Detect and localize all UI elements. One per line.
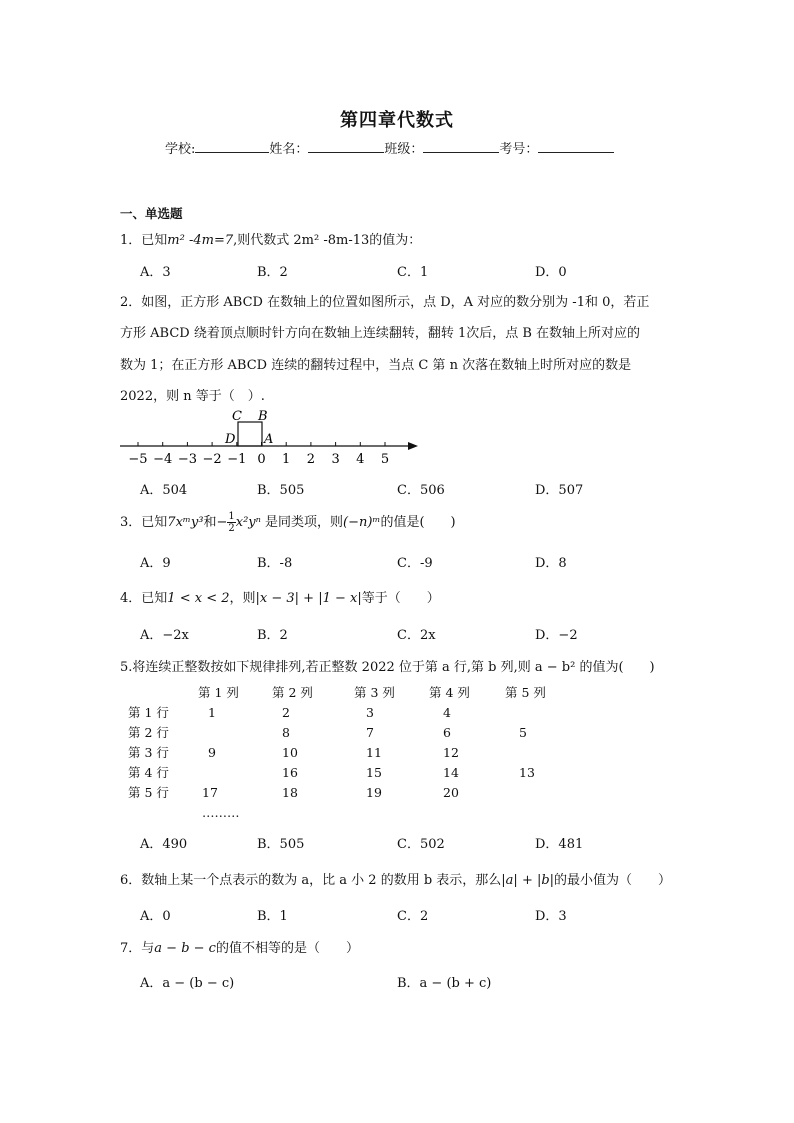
q1-option-a[interactable]: A．3 xyxy=(140,265,171,280)
q6-option-c[interactable]: C．2 xyxy=(397,909,429,924)
question-text: 已知 xyxy=(141,515,168,530)
table-row xyxy=(128,762,565,782)
question-6 xyxy=(120,869,671,888)
question-2-line-3: 数为 1；在正方形 ABCD 连续的翻转过程中，当点 C 第 n 次落在数轴上时所对应的数是 xyxy=(120,358,632,373)
question-text: 已知 xyxy=(141,591,168,606)
q3-option-d[interactable]: D．8 xyxy=(535,556,567,571)
name-label: 姓名： xyxy=(269,142,309,157)
math-term: x²yⁿ xyxy=(235,515,261,530)
table-row xyxy=(128,782,565,802)
row-label: 第 4 行 xyxy=(128,765,169,780)
table-cell: 11 xyxy=(366,744,382,760)
question-text: ,则代数式 2m² -8m-13的值为： xyxy=(233,233,422,248)
table-cell: 14 xyxy=(443,764,459,780)
question-number: 4． xyxy=(120,591,142,606)
column-header: 第 3 列 xyxy=(354,685,395,700)
math-term: 7xᵐy³ xyxy=(167,515,204,530)
table-cell xyxy=(198,722,272,742)
q5-option-b[interactable]: B．505 xyxy=(257,837,305,852)
table-cell xyxy=(505,702,565,722)
row-label: 第 3 行 xyxy=(128,745,169,760)
math-expression: |x − 3| + |1 − x| xyxy=(255,591,362,606)
q5-option-c[interactable]: C．502 xyxy=(397,837,445,852)
math-expression: m² -4m=7 xyxy=(167,233,234,248)
question-2-line-1: 2．如图，正方形 ABCD 在数轴上的位置如图所示，点 D，A 对应的数分别为 -1和 0，若正 xyxy=(120,295,650,310)
fraction-denominator: 2 xyxy=(228,523,235,534)
q2-option-b[interactable]: B．505 xyxy=(257,483,305,498)
table-row xyxy=(128,722,565,742)
question-7 xyxy=(120,937,359,956)
question-2-line-2: 方形 ABCD 绕着顶点顺时针方向在数轴上连续翻转，翻转 1次后，点 B 在数轴上所对应的 xyxy=(120,326,641,341)
table-cell: 15 xyxy=(366,764,382,780)
label-b: B xyxy=(258,409,268,424)
q6-option-b[interactable]: B．1 xyxy=(257,909,288,924)
row-label: 第 2 行 xyxy=(128,725,169,740)
table-cell: 1 xyxy=(208,704,216,720)
label-d: D xyxy=(225,432,236,447)
axis-arrow-icon xyxy=(408,442,418,450)
q7-option-a[interactable]: A．a − (b − c) xyxy=(140,976,235,991)
number-line-tick-label: 1 xyxy=(282,452,291,467)
number-line-tick-label: 5 xyxy=(380,452,390,467)
question-text: 6．数轴上某一个点表示的数为 a，比 a 小 2 的数用 b 表示，那么 xyxy=(120,873,502,888)
number-line-tick-label: 4 xyxy=(356,452,365,467)
label-a: A xyxy=(264,432,274,447)
q3-option-b[interactable]: B．-8 xyxy=(257,556,293,571)
q2-option-c[interactable]: C．506 xyxy=(397,483,445,498)
exam-no-label: 考号： xyxy=(499,142,539,157)
question-text: 的最小值为（ ） xyxy=(554,873,672,888)
exam-no-blank[interactable] xyxy=(538,140,614,153)
table-cell xyxy=(505,782,565,802)
fraction xyxy=(227,511,235,534)
table-cell: 7 xyxy=(366,724,374,740)
table-cell: 5 xyxy=(519,724,527,740)
q1-option-d[interactable]: D．0 xyxy=(535,265,567,280)
number-line-tick-label: −3 xyxy=(177,452,197,467)
q3-option-a[interactable]: A．9 xyxy=(140,556,171,571)
column-header: 第 2 列 xyxy=(272,685,313,700)
name-blank[interactable] xyxy=(308,140,384,153)
table-cell xyxy=(505,742,565,762)
question-3: 3．已知7xᵐy³和− $\frac{1}{2}$ x²yⁿ 是同类项，则(−n)ᵐ的值是( ) xyxy=(120,511,456,534)
q3-option-c[interactable]: C．-9 xyxy=(397,556,433,571)
class-blank[interactable] xyxy=(423,140,499,153)
q2-option-a[interactable]: A．504 xyxy=(140,483,188,498)
question-1 xyxy=(120,229,421,248)
table-cell: 18 xyxy=(282,784,298,800)
class-label: 班级： xyxy=(384,142,424,157)
q6-option-a[interactable]: A．0 xyxy=(140,909,171,924)
question-number: 1． xyxy=(120,233,142,248)
table-cell: 19 xyxy=(366,784,382,800)
q5-option-d[interactable]: D．481 xyxy=(535,837,584,852)
table-cell: 20 xyxy=(443,784,459,800)
school-blank[interactable] xyxy=(195,140,269,153)
table-row xyxy=(128,742,565,762)
question-number: 7． xyxy=(120,941,142,956)
table-cell xyxy=(198,762,272,782)
row-label: 第 5 行 xyxy=(128,785,169,800)
math-expression: a − b − c xyxy=(154,941,216,956)
label-c: C xyxy=(232,409,242,424)
table-cell: 12 xyxy=(443,744,459,760)
question-text: 的值是( ) xyxy=(380,515,456,530)
row-label: 第 1 行 xyxy=(128,705,169,720)
table-cell: 2 xyxy=(282,704,290,720)
q4-option-c[interactable]: C．2x xyxy=(397,628,436,643)
page-title: 第四章代数式 xyxy=(340,110,454,131)
question-text: 等于（ ） xyxy=(361,591,440,606)
q7-option-b[interactable]: B．a − (b + c) xyxy=(397,976,492,991)
math-expression: (−n)ᵐ xyxy=(343,515,381,530)
table-cell: 9 xyxy=(208,744,216,760)
table-cell: 10 xyxy=(282,744,298,760)
number-line-tick-label: −2 xyxy=(202,452,222,467)
number-line-figure xyxy=(118,405,428,471)
table-cell: 17 xyxy=(202,784,218,800)
square-abcd xyxy=(238,422,262,446)
q4-option-b[interactable]: B．2 xyxy=(257,628,288,643)
section-heading: 一、单选题 xyxy=(120,206,183,221)
number-arrangement-table xyxy=(128,682,565,822)
table-header-row xyxy=(128,682,565,702)
table-cell: 3 xyxy=(366,704,374,720)
column-header: 第 4 列 xyxy=(429,685,470,700)
number-line-tick-label: −5 xyxy=(128,452,148,467)
q2-option-d[interactable]: D．507 xyxy=(535,483,584,498)
question-text: 和 xyxy=(203,515,217,530)
table-cell: 8 xyxy=(282,724,290,740)
q6-option-d[interactable]: D．3 xyxy=(535,909,567,924)
table-row xyxy=(128,702,565,722)
q5-option-a[interactable]: A．490 xyxy=(140,837,188,852)
math-condition: 1 < x < 2 xyxy=(167,591,230,606)
school-label: 学校: xyxy=(165,142,196,157)
table-cell: 6 xyxy=(443,724,451,740)
table-cell: 13 xyxy=(519,764,535,780)
question-2-line-4: 2022，则 n 等于（ ）. xyxy=(120,389,265,404)
fraction-numerator: 1 xyxy=(228,511,235,522)
question-text: ，则 xyxy=(229,591,256,606)
question-4 xyxy=(120,587,440,606)
number-line-tick-label: 3 xyxy=(331,452,340,467)
question-text: 是同类项，则 xyxy=(265,515,344,530)
number-line-tick-label: 0 xyxy=(257,452,266,467)
q1-option-b[interactable]: B．2 xyxy=(257,265,288,280)
q1-option-c[interactable]: C．1 xyxy=(397,265,429,280)
math-expression: |a| + |b| xyxy=(501,873,555,888)
ellipsis: ……… xyxy=(202,804,240,820)
student-info-line xyxy=(165,138,614,157)
table-cell: 4 xyxy=(443,704,451,720)
question-text: 已知 xyxy=(141,233,168,248)
q4-option-a[interactable]: A．−2x xyxy=(140,628,189,643)
number-line-tick-label: 2 xyxy=(306,452,316,467)
number-line-tick-label: −4 xyxy=(153,452,173,467)
number-line-tick-label: −1 xyxy=(227,452,247,467)
column-header: 第 1 列 xyxy=(198,685,239,700)
q4-option-d[interactable]: D．−2 xyxy=(535,628,578,643)
question-text: 与 xyxy=(141,941,155,956)
question-5: 5.将连续正整数按如下规律排列,若正整数 2022 位于第 a 行,第 b 列,则 a − b² 的值为( ) xyxy=(120,660,655,675)
question-number: 3． xyxy=(120,515,142,530)
question-text: 的值不相等的是（ ） xyxy=(215,941,359,956)
column-header: 第 5 列 xyxy=(505,685,546,700)
table-cell: 16 xyxy=(282,764,298,780)
table-row xyxy=(128,802,565,822)
